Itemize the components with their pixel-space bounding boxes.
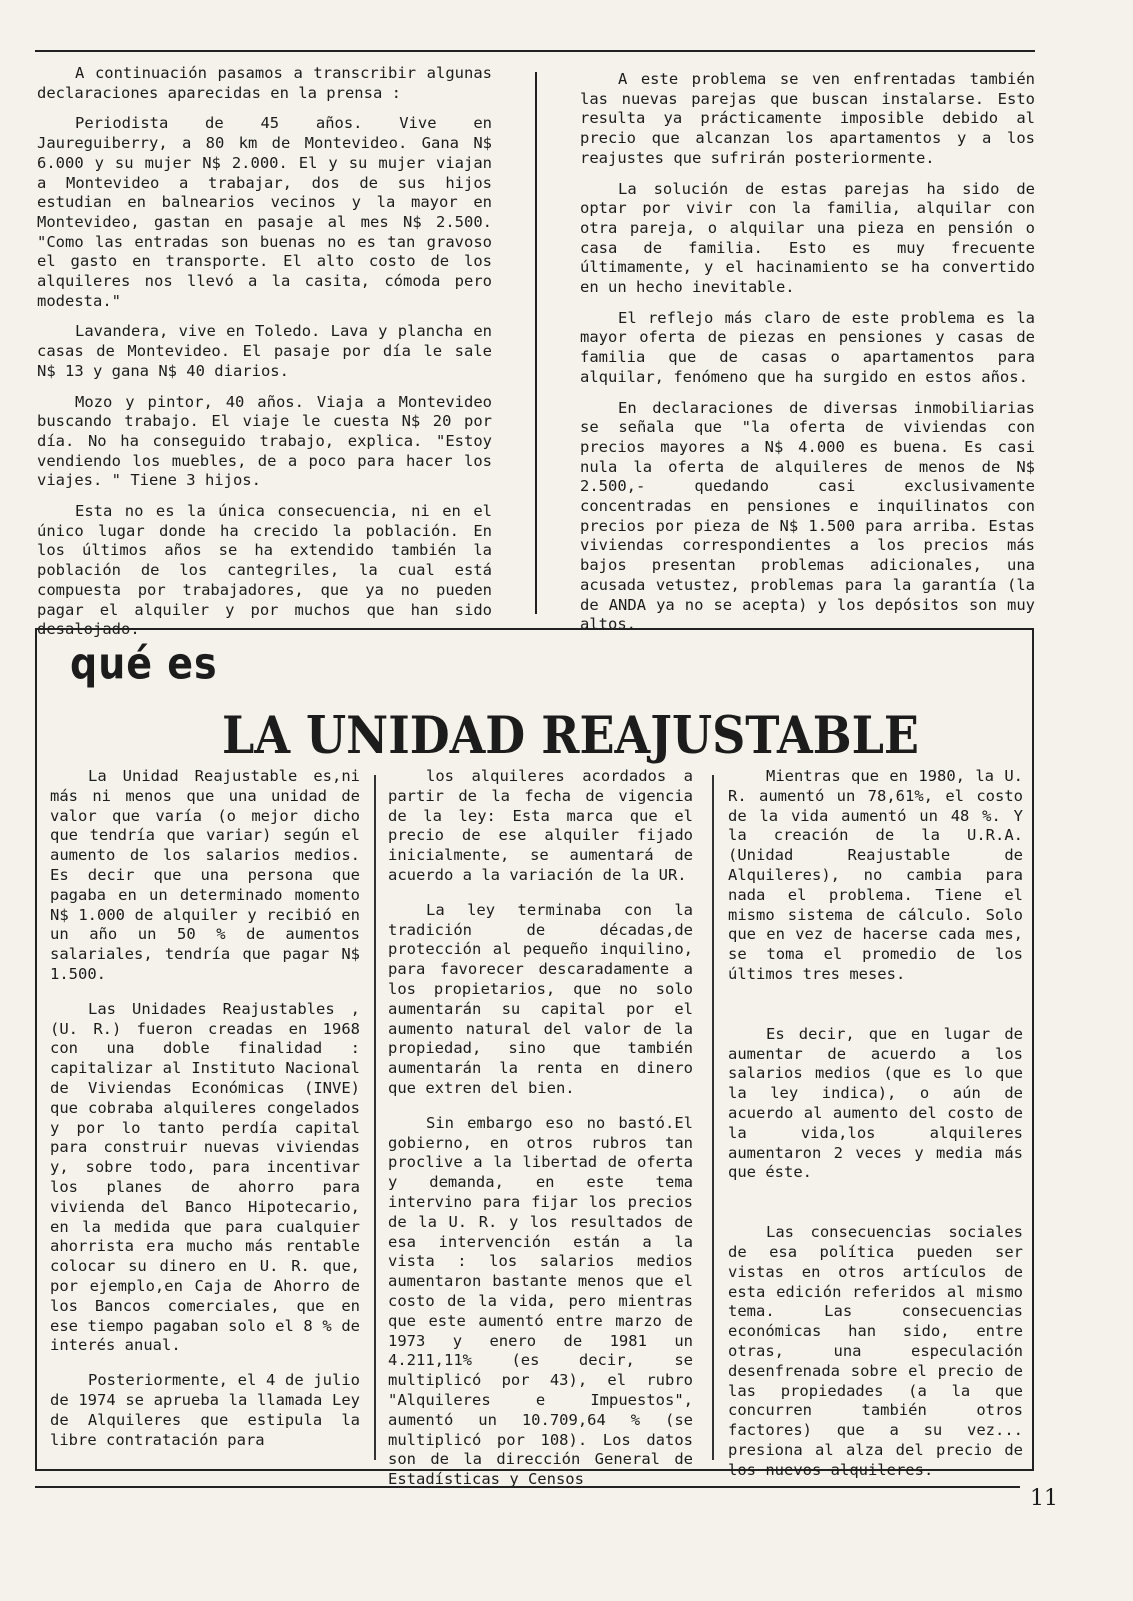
paragraph: La ley terminaba con la tradición de décadas,de protección al pequeño inquilino, para favorecer descaradamente a los propietarios, que no solo aumentarán su capital por el aumento natural del valor de la propiedad, sino que también aumentarán la renta en dinero que extren del bien. — [388, 900, 693, 1097]
box-column-divider — [712, 775, 714, 1460]
paragraph: A este problema se ven enfrentadas también las nuevas parejas que buscan instalarse. Esto resulta ya prácticamente imposible debido al precio que alcanzan los apartamentos y a los reajustes que sufrirán posteriormente. — [580, 70, 1035, 167]
page-number: 11 — [1030, 1486, 1058, 1511]
paragraph: los alquileres acordados a partir de la fecha de vigencia de la ley: Esta marca que el precio de ese alquiler fijado inicialmente, se aumentará de acuerdo a la variación de la UR. — [388, 767, 693, 884]
box-title: LA UNIDAD REAJUSTABLE — [222, 705, 919, 766]
top-rule — [35, 50, 1035, 52]
paragraph: Las Unidades Reajustables , (U. R.) fueron creadas en 1968 con una doble finalidad : capitalizar al Instituto Nacional de Viviendas Económicas (INVE) que cobraba alquileres congelados y por lo tanto perdía capital para construir nuevas viviendas y, sobre todo, para incentivar los planes de ahorro para vivienda del Banco Hipotecario, en la medida que para cualquier ahorrista era mucho más rentable colocar su dinero en U. R. que, por ejemplo,en Caja de Ahorro de los Bancos comerciales, que en ese tiempo pagaban solo el 8 % de interés anual. — [50, 999, 360, 1355]
paragraph: Lavandera, vive en Toledo. Lava y plancha en casas de Montevideo. El pasaje por día le sale N$ 13 y gana N$ 40 diarios. — [37, 322, 492, 380]
paragraph: Mientras que en 1980, la U. R. aumentó un 78,61%, el costo de la vida aumentó un 48 %. Y la creación de la U.R.A. (Unidad Reajustable de Alquileres), no cambia para nada el problema. Tiene el mismo sistema de cálculo. Solo que en vez de hacerse cada mes, se toma el promedio de los últimos tres meses. — [728, 767, 1023, 983]
paragraph: Las consecuencias sociales de esa política pueden ser vistas en otros artículos de esta edición referidos al mismo tema. Las consecuencias económicas han sido, entre otras, una especulación desenfrenada sobre el precio de las propiedades (a la que concurren también otros factores) que a su vez... presiona al alza del precio de los nuevos alquileres. — [728, 1223, 1023, 1479]
paragraph: En declaraciones de diversas inmobiliarias se señala que "la oferta de viviendas con precios mayores a N$ 4.000 es buena. Es casi nula la oferta de alquileres de menos de N$ 2.500,- quedando casi exclusivamente concentradas en pensiones e inquilinatos con precios por pieza de N$ 1.500 para arriba. Estas viviendas correspondientes a los precios más bajos presentan problemas adicionales, una acusada vetustez, problemas para la garantía (la de ANDA ya no se acepta) y los depósitos son muy altos. — [580, 398, 1035, 634]
paragraph: Sin embargo eso no bastó.El gobierno, en otros rubros tan proclive a la libertad de oferta y demanda, en este tema intervino para fijar los precios de la U. R. y los resultados de esa intervención están a la vista : los salarios medios aumentaron bastante menos que el costo de la vida, pero mientras que este aumentó entre marzo de 1973 y enero de 1981 un 4.211,11% (es decir, se multiplicó por 43), el rubro "Alquileres e Impuestos", aumentó un 10.709,64 % (se multiplicó por 108). Los datos son de la dirección General de Estadísticas y Censos — [388, 1113, 693, 1489]
paragraph: La Unidad Reajustable es,ni más ni menos que una unidad de valor que varía (o mejor dicho que tendría que variar) según el aumento de los salarios medios. Es decir que una persona que pagaba en un determinado momento N$ 1.000 de alquiler y recibió en un año un 50 % de aumentos salariales, tendría que pagar N$ 1.500. — [50, 767, 360, 983]
paragraph: Es decir, que en lugar de aumentar de acuerdo a los salarios medios (que es lo que la ley indica), o aún de acuerdo al aumento del costo de la vida,los alquileres aumentaron 2 veces y media más que éste. — [728, 1024, 1023, 1182]
bottom-rule — [35, 1486, 1020, 1488]
upper-right-column — [580, 70, 1035, 646]
paragraph: Periodista de 45 años. Vive en Jaureguiberry, a 80 km de Montevideo. Gana N$ 6.000 y su mujer N$ 2.000. El y su mujer viajan a Montevideo a trabajar, dos de sus hijos estudian en balnearios vecinos y la mayor en Montevideo, gastan en pasaje al mes N$ 2.500. "Como las entradas son buenas no es tan gravoso el gasto en transporte. El alto costo de los alquileres nos llevó a la casita, cómoda pero modesta." — [37, 114, 492, 310]
paragraph: Esta no es la única consecuencia, ni en el único lugar donde ha crecido la población. En los últimos años se ha extendido también la población de los cantegriles, la cual está compuesta por trabajadores, que ya no pueden pagar el alquiler y por muchos que han sido desalojado. — [37, 502, 492, 639]
paragraph: Mozo y pintor, 40 años. Viaja a Montevideo buscando trabajo. El viaje le cuesta N$ 20 por día. No ha conseguido trabajo, explica. "Estoy vendiendo los muebles, de a poco para hacer los viajes. " Tiene 3 hijos. — [37, 392, 492, 490]
box-column-1 — [50, 767, 360, 1465]
column-divider — [535, 72, 537, 614]
box-column-3 — [728, 767, 1023, 1496]
box-column-divider — [374, 775, 376, 1460]
paragraph: A continuación pasamos a transcribir algunas declaraciones aparecidas en la prensa : — [37, 64, 492, 102]
paragraph: El reflejo más claro de este problema es la mayor oferta de piezas en pensiones y casas de familia que de casas o apartamentos para alquilar, fenómeno que ha surgido en estos años. — [580, 308, 1035, 386]
box-kicker: qué es — [70, 638, 218, 689]
paragraph: La solución de estas parejas ha sido de optar por vivir con la familia, alquilar con otra pareja, o alquilar una pieza en pensión o casa de familia. Esto es muy frecuente últimamente, y el hacinamiento se ha convertido en un hecho inevitable. — [580, 179, 1035, 297]
upper-left-column — [37, 64, 492, 651]
paragraph: Posteriormente, el 4 de julio de 1974 se aprueba la llamada Ley de Alquileres que estipula la libre contratación para — [50, 1371, 360, 1449]
box-column-2 — [388, 767, 693, 1505]
